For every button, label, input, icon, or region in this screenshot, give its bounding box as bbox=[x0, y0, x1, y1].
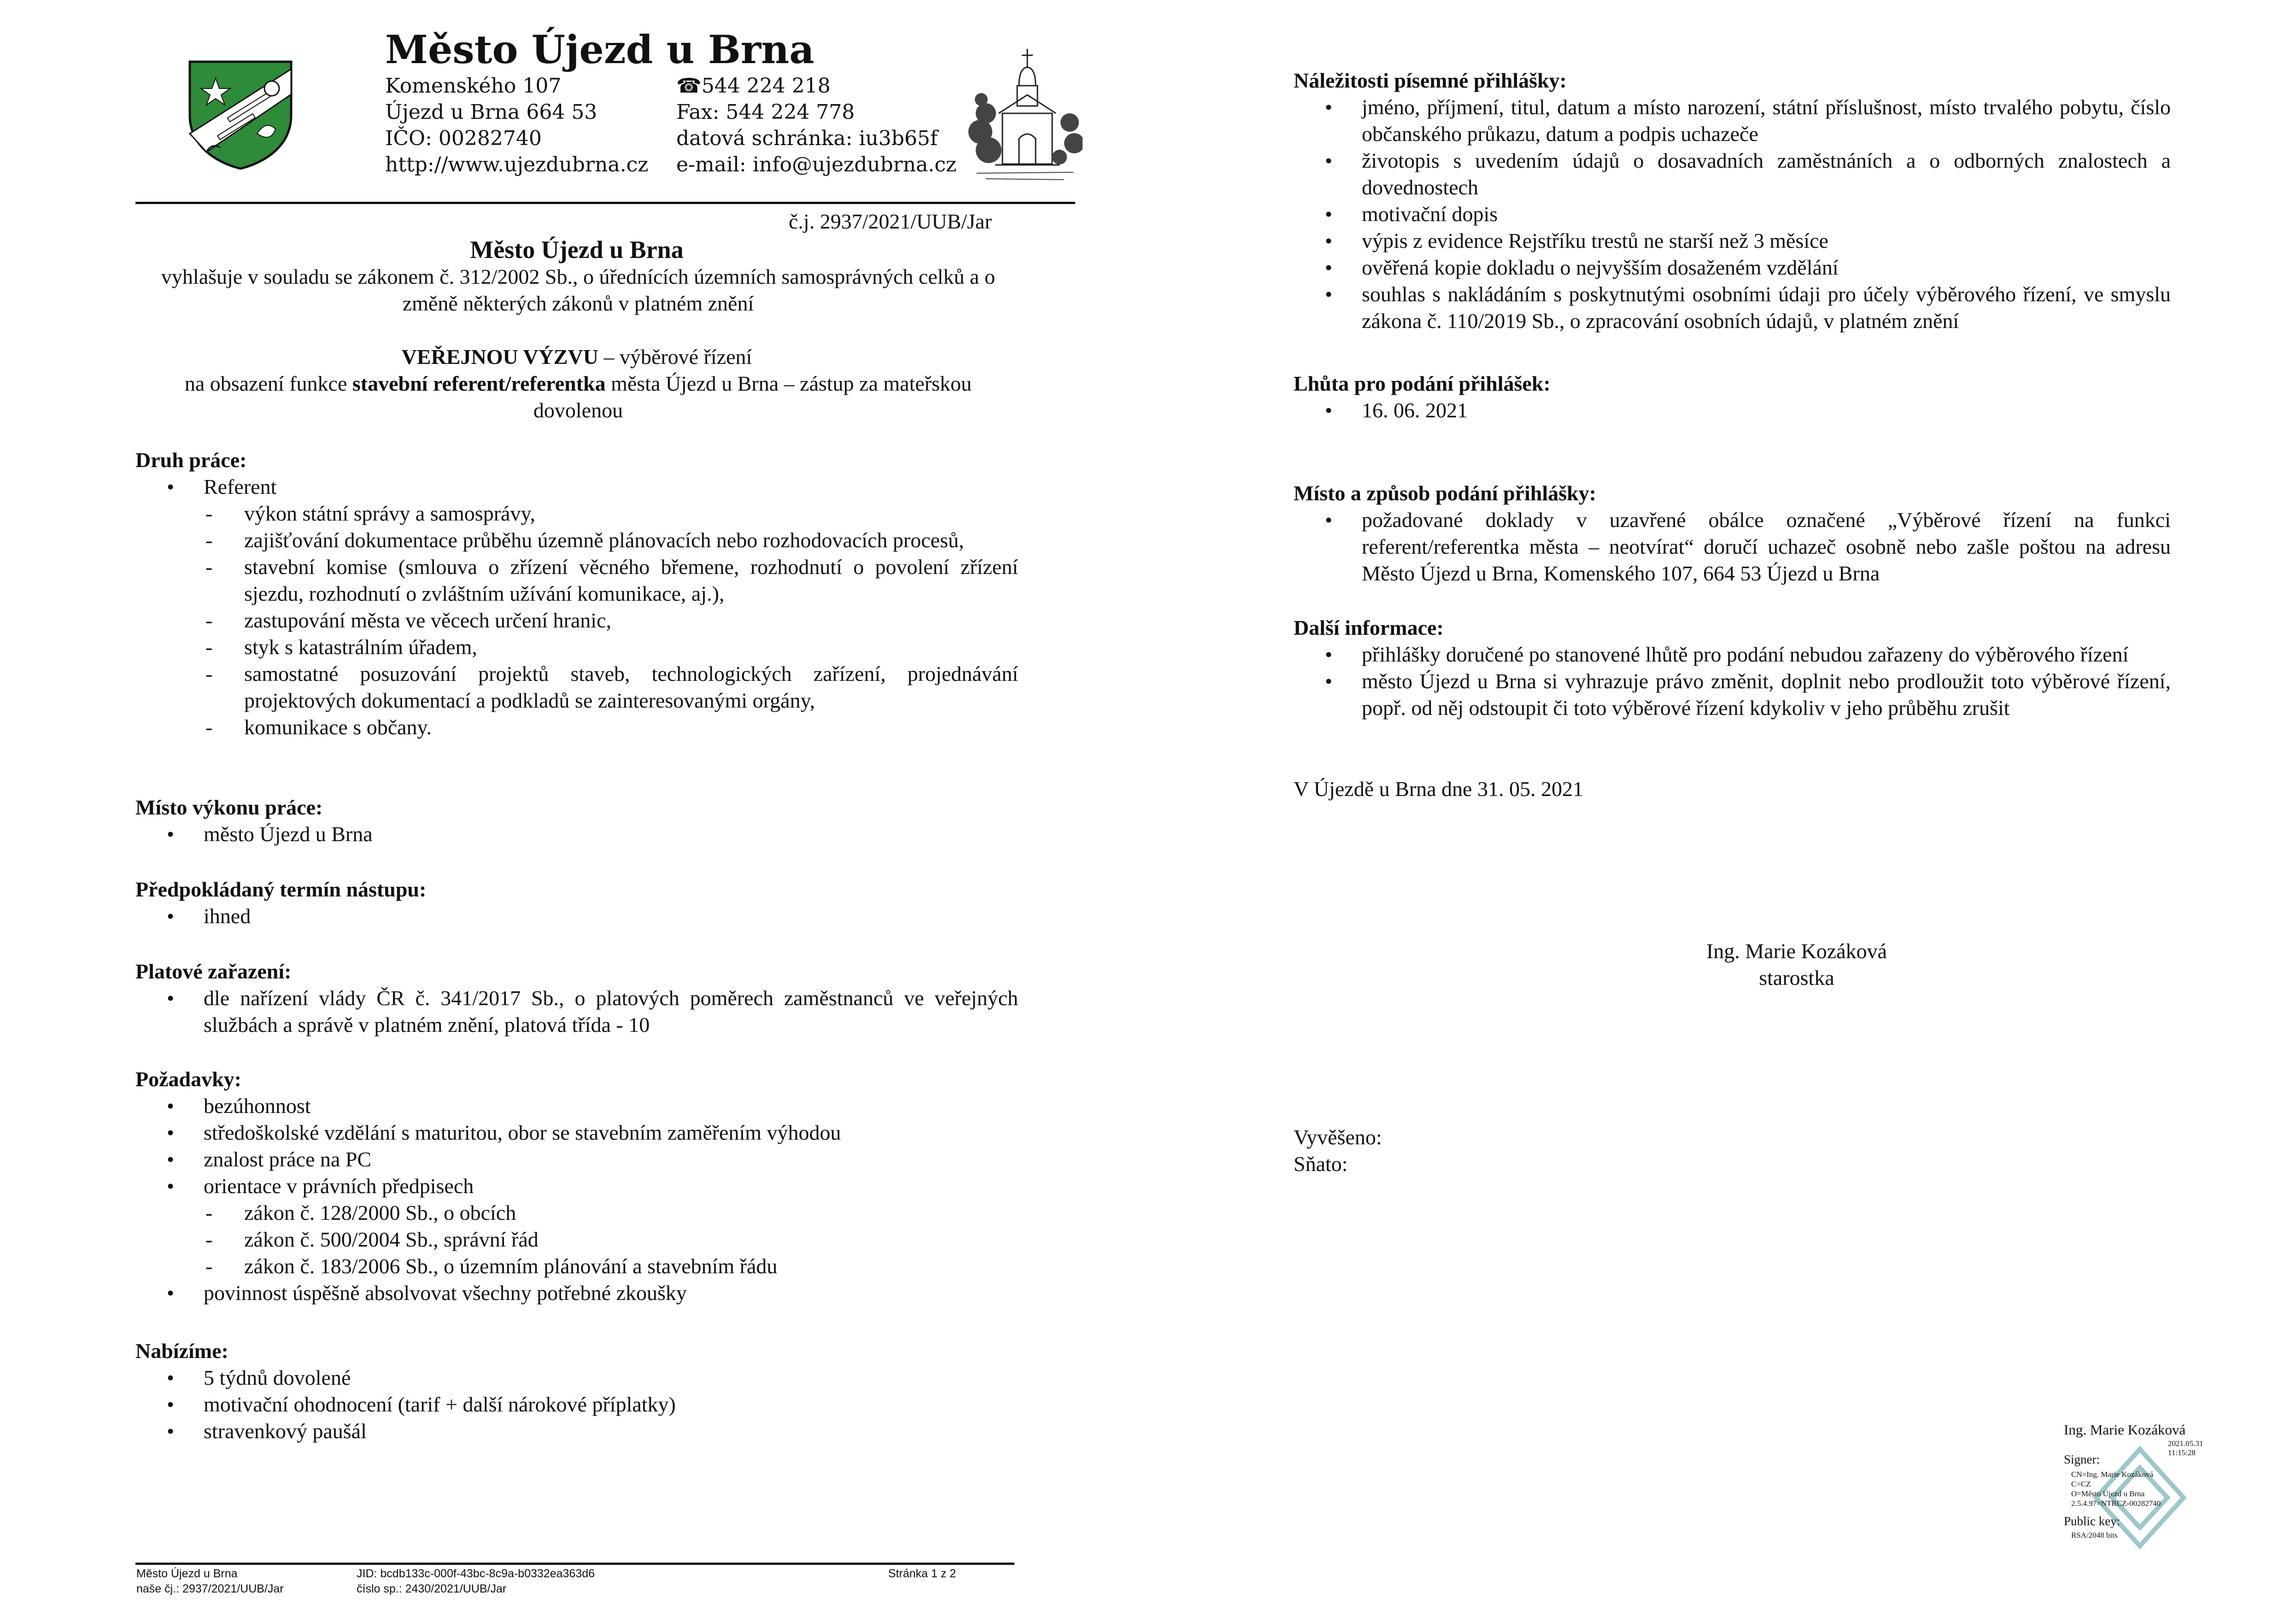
footer-divider bbox=[135, 1563, 1014, 1565]
list-item: • město Újezd u Brna bbox=[135, 821, 1018, 848]
esign-timestamp: 2021.05.31 11:15:28 bbox=[2168, 1439, 2203, 1457]
coat-of-arms-icon bbox=[188, 60, 293, 170]
section-heading: Platové zařazení: bbox=[135, 960, 292, 983]
section-heading: Místo a způsob podání přihlášky: bbox=[1294, 481, 1596, 505]
esign-pubkey-label: Public key: bbox=[2064, 1514, 2120, 1528]
list-item: • motivační dopis bbox=[1294, 201, 2171, 228]
list-item: • výpis z evidence Rejstříku trestů ne starší než 3 měsíce bbox=[1294, 228, 2171, 254]
reference-number: č.j. 2937/2021/UUB/Jar bbox=[789, 210, 992, 233]
list-item: - zákon č. 128/2000 Sb., o obcích bbox=[135, 1200, 1018, 1226]
list-item: • souhlas s nakládáním s poskytnutými osobními údaji pro účely výběrového řízení, ve smyslu zákona č. 110/2019 Sb., o zpracování osobních údajů, v platném znění bbox=[1294, 281, 2171, 334]
list-item: • přihlášky doručené po stanovené lhůtě pro podání nebudou zařazeny do výběrového řízení bbox=[1294, 641, 2171, 668]
footer-text: JID: bcdb133c-000f-43bc-8c9a-b0332ea363d6 bbox=[357, 1567, 595, 1580]
posted-label: Vyvěšeno: bbox=[1294, 1125, 1382, 1149]
org-name: Město Újezd u Brna bbox=[385, 27, 814, 72]
footer-org bbox=[136, 1566, 284, 1597]
email-link[interactable]: e-mail: info@ujezdubrna.cz bbox=[676, 153, 957, 176]
esign-detail-line: 2.5.4.97=NTRCZ-00282740 bbox=[2071, 1499, 2161, 1508]
footer-ids bbox=[357, 1566, 595, 1597]
list-item: - styk s katastrálním úřadem, bbox=[135, 634, 1018, 661]
list-item: - zákon č. 183/2006 Sb., o územním plánování a stavebním řádu bbox=[135, 1253, 1018, 1280]
intro-text: vyhlašuje v souladu se zákonem č. 312/2002 Sb., o úřednících územních samosprávných celků a o změně některých zákonů v platném znění bbox=[161, 265, 996, 315]
public-call-bold: VEŘEJNOU VÝZVU bbox=[401, 345, 598, 369]
list-item: - stavební komise (smlouva o zřízení věcného břemene, rozhodnutí o povolení zřízení sjezdu, rozhodnutí o zvláštním užívání komunikace, aj.), bbox=[135, 554, 1018, 607]
list-item: • 5 týdnů dovolené bbox=[135, 1364, 1018, 1391]
fax: Fax: 544 224 778 bbox=[676, 100, 855, 124]
list-item: • ověřená kopie dokladu o nejvyšším dosaženém vzdělání bbox=[1294, 254, 2171, 281]
page-number: Stránka 1 z 2 bbox=[888, 1567, 956, 1580]
section-we-offer bbox=[135, 1338, 1018, 1445]
list-item: • jméno, příjmení, titul, datum a místo narození, státní příslušnost, místo trvalého pobytu, číslo občanského průkazu, datum a podpis uchazeče bbox=[1294, 94, 2171, 147]
section-work-type bbox=[135, 447, 1018, 741]
address-street: Komenského 107 bbox=[385, 74, 562, 98]
list-item: • orientace v právních předpisech bbox=[135, 1173, 1018, 1200]
section-heading: Druh práce: bbox=[135, 448, 247, 472]
section-start-date bbox=[135, 876, 1018, 930]
signer-name: Ing. Marie Kozáková bbox=[1706, 939, 1887, 963]
list-item: • město Újezd u Brna si vyhrazuje právo změnit, doplnit nebo prodloužit toto výběrové řízení, popř. od něj odstoupit či toto výběrové řízení kdykoliv v jeho průběhu zrušit bbox=[1294, 668, 2171, 721]
document-title: Město Újezd u Brna bbox=[470, 236, 684, 263]
date-place: V Újezdě u Brna dne 31. 05. 2021 bbox=[1294, 777, 1583, 801]
phone-number: 544 224 218 bbox=[701, 74, 831, 98]
list-item: • povinnost úspěšně absolvovat všechny potřebné zkoušky bbox=[135, 1280, 1018, 1306]
list-item: • 16. 06. 2021 bbox=[1294, 397, 2171, 424]
section-workplace bbox=[135, 794, 1018, 848]
list-item: • znalost práce na PC bbox=[135, 1146, 1018, 1173]
list-item: • Referent bbox=[135, 474, 1018, 500]
list-item: - zákon č. 500/2004 Sb., správní řád bbox=[135, 1226, 1018, 1253]
esign-detail-line: CN=Ing. Marie Kozáková bbox=[2071, 1470, 2154, 1479]
esign-detail-line: C=CZ bbox=[2071, 1480, 2091, 1488]
list-item: - zastupování města ve věcech určení hranic, bbox=[135, 607, 1018, 634]
list-item: • životopis s uvedením údajů o dosavadních zaměstnáních a o odborných znalostech a dovednostech bbox=[1294, 147, 2171, 201]
data-box: datová schránka: iu3b65f bbox=[676, 127, 938, 150]
esign-name: Ing. Marie Kozáková bbox=[2064, 1422, 2186, 1438]
section-heading: Lhůta pro podání přihlášek: bbox=[1294, 372, 1551, 395]
section-application-contents bbox=[1294, 67, 2171, 334]
work-duties-list bbox=[135, 500, 1018, 741]
function-post: města Újezd u Brna – zástup za mateřskou dovolenou bbox=[533, 372, 972, 422]
list-item: • středoškolské vzdělání s maturitou, obor se stavebním zaměřením výhodou bbox=[135, 1119, 1018, 1146]
removed-label: Sňato: bbox=[1294, 1152, 1348, 1176]
section-heading: Požadavky: bbox=[135, 1067, 241, 1091]
public-call-line bbox=[135, 344, 1018, 370]
header-divider bbox=[135, 202, 1075, 204]
section-requirements bbox=[135, 1066, 1018, 1306]
phone-icon: ☎ bbox=[676, 74, 702, 98]
function-line bbox=[138, 370, 1018, 424]
chapel-drawing-icon bbox=[967, 44, 1083, 192]
section-heading: Náležitosti písemné přihlášky: bbox=[1294, 69, 1567, 92]
address-city: Újezd u Brna 664 53 bbox=[385, 100, 597, 124]
list-item: - zajišťování dokumentace průběhu územně plánovacích nebo rozhodovacích procesů, bbox=[135, 527, 1018, 554]
phone-row bbox=[676, 73, 990, 99]
section-heading: Předpokládaný termín nástupu: bbox=[135, 878, 427, 901]
footer-text: naše čj.: 2937/2021/UUB/Jar bbox=[136, 1582, 284, 1595]
esign-signer-label: Signer: bbox=[2064, 1452, 2100, 1466]
section-heading: Nabízíme: bbox=[135, 1339, 228, 1363]
ico: IČO: 00282740 bbox=[385, 127, 542, 150]
section-more-info bbox=[1294, 615, 2171, 721]
footer-text: číslo sp.: 2430/2021/UUB/Jar bbox=[357, 1582, 507, 1595]
list-item: - samostatné posuzování projektů staveb, technologických zařízení, projednávání projektových dokumentací a podkladů se zainteresovanými orgány, bbox=[135, 661, 1018, 714]
esign-detail-line: O=Město Újezd u Brna bbox=[2071, 1489, 2145, 1498]
address-block bbox=[385, 73, 662, 178]
list-item: • dle nařízení vlády ČR č. 341/2017 Sb., o platových poměrech zaměstnanců ve veřejných službách a správě v platném znění, platová třída - 10 bbox=[135, 985, 1018, 1038]
electronic-signature-stamp bbox=[2064, 1422, 2230, 1569]
public-call-rest: – výběrové řízení bbox=[598, 345, 752, 369]
section-submission bbox=[1294, 480, 2171, 587]
list-item: • ihned bbox=[135, 903, 1018, 930]
signature-block bbox=[1635, 938, 1958, 991]
list-item: • stravenkový paušál bbox=[135, 1418, 1018, 1445]
esign-pubkey: RSA/2048 bits bbox=[2071, 1531, 2118, 1540]
posting-block bbox=[1294, 1124, 1382, 1177]
list-item: • motivační ohodnocení (tarif + další nárokové příplatky) bbox=[135, 1391, 1018, 1418]
esign-details bbox=[2071, 1470, 2161, 1508]
signer-role: starostka bbox=[1759, 966, 1834, 990]
section-salary bbox=[135, 958, 1018, 1038]
function-pre: na obsazení funkce bbox=[184, 372, 352, 395]
footer-text: Město Újezd u Brna bbox=[136, 1567, 238, 1580]
list-item: - výkon státní správy a samosprávy, bbox=[135, 500, 1018, 527]
list-item: • bezúhonnost bbox=[135, 1093, 1018, 1119]
list-item: • požadované doklady v uzavřené obálce označené „Výběrové řízení na funkci referent/referentka města – neotvírat“ doručí uchazeč osobně nebo zašle poštou na adresu Město Újezd u Brna, Komenského 107, 664 53 Újezd u Brna bbox=[1294, 507, 2171, 587]
website-link[interactable]: http://www.ujezdubrna.cz bbox=[385, 153, 649, 176]
list-item: - komunikace s občany. bbox=[135, 714, 1018, 741]
section-heading: Místo výkonu práce: bbox=[135, 796, 323, 819]
section-deadline bbox=[1294, 370, 2171, 424]
function-bold: stavební referent/referentka bbox=[352, 372, 606, 395]
contact-block bbox=[676, 73, 990, 178]
section-heading: Další informace: bbox=[1294, 616, 1444, 639]
